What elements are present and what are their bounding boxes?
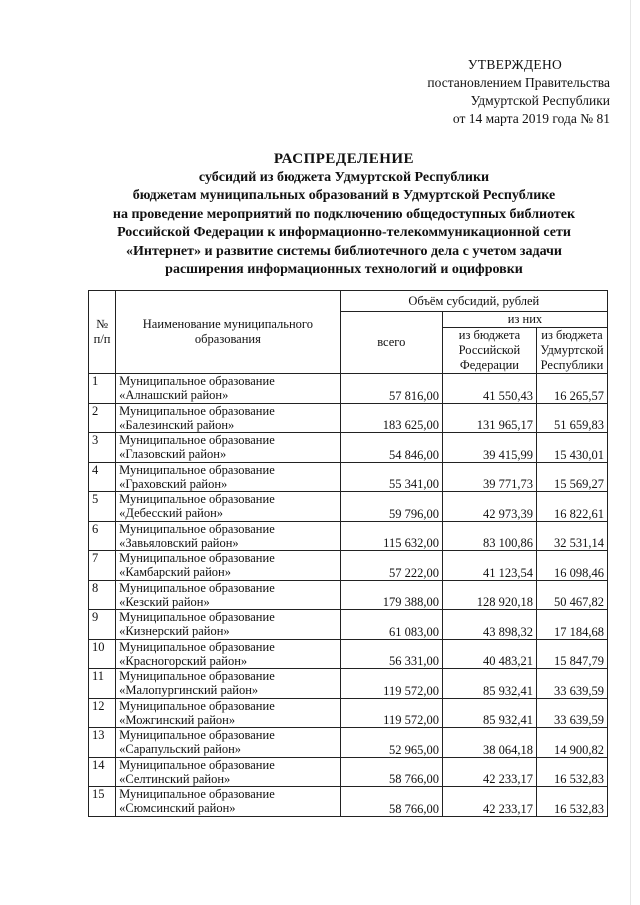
total-amount: 57 222,00 — [340, 551, 442, 581]
row-number: 4 — [89, 462, 116, 492]
table-row — [89, 757, 608, 787]
federal-amount: 41 123,54 — [442, 551, 536, 581]
header-total: всего — [340, 312, 442, 374]
municipality-name: «Сюмсинский район» — [119, 801, 236, 815]
municipality-type: Муниципальное образование — [119, 521, 275, 536]
total-amount: 59 796,00 — [340, 492, 442, 522]
heading-line: расширения информационных технологий и оцифровки — [165, 262, 523, 277]
regional-amount: 15 847,79 — [536, 639, 607, 669]
row-number: 2 — [89, 403, 116, 433]
table-row — [89, 580, 608, 610]
table-row — [89, 698, 608, 728]
table-row — [89, 433, 608, 463]
document-heading — [80, 150, 608, 280]
federal-amount: 83 100,86 — [442, 521, 536, 551]
total-amount: 57 816,00 — [340, 374, 442, 404]
federal-amount: 42 973,39 — [442, 492, 536, 522]
municipality-name-cell — [116, 433, 341, 463]
regional-amount: 16 098,46 — [536, 551, 607, 581]
municipality-name: «Можгинский район» — [119, 712, 236, 727]
municipality-name-cell — [116, 462, 341, 492]
header-name: Наименование муниципального образования — [116, 291, 341, 374]
approval-line-2: Удмуртской Республики — [470, 93, 610, 108]
municipality-name: «Алнашский район» — [119, 388, 229, 402]
total-amount: 61 083,00 — [340, 610, 442, 640]
municipality-name-cell — [116, 757, 341, 787]
row-number: 8 — [89, 580, 116, 610]
table-row — [89, 492, 608, 522]
municipality-name-cell — [116, 521, 341, 551]
federal-amount: 40 483,21 — [442, 639, 536, 669]
heading-line: субсидий из бюджета Удмуртской Республики — [198, 169, 490, 185]
row-number: 13 — [89, 728, 116, 758]
total-amount: 115 632,00 — [340, 521, 442, 551]
federal-amount: 128 920,18 — [442, 580, 536, 610]
regional-amount: 15 569,27 — [536, 462, 607, 492]
municipality-type: Муниципальное образование — [119, 492, 275, 506]
total-amount: 179 388,00 — [340, 580, 442, 610]
municipality-name-cell — [116, 610, 341, 640]
table-row — [89, 403, 608, 433]
row-number: 14 — [89, 757, 116, 787]
municipality-type: Муниципальное образование — [119, 787, 275, 801]
total-amount: 119 572,00 — [340, 698, 442, 728]
municipality-type: Муниципальное образование — [119, 728, 275, 742]
table-row — [89, 639, 608, 669]
federal-amount: 39 415,99 — [442, 433, 536, 463]
regional-amount: 16 265,57 — [536, 374, 607, 404]
approval-title: УТВЕРЖДЕНО — [467, 57, 563, 72]
table-row — [89, 462, 608, 492]
municipality-name-cell — [116, 374, 341, 404]
municipality-name: «Селтинский район» — [119, 771, 231, 786]
table-body — [89, 291, 608, 817]
municipality-type: Муниципальное образование — [119, 639, 275, 654]
regional-amount: 50 467,82 — [536, 580, 607, 610]
table-row — [89, 787, 608, 817]
table-row — [89, 521, 608, 551]
heading-line: бюджетам муниципальных образований в Удмуртской Республике — [132, 188, 556, 203]
municipality-name-cell — [116, 639, 341, 669]
federal-amount: 42 233,17 — [442, 787, 536, 817]
municipality-type: Муниципальное образование — [119, 462, 275, 477]
total-amount: 58 766,00 — [340, 757, 442, 787]
table-row — [89, 728, 608, 758]
regional-amount: 17 184,68 — [536, 610, 607, 640]
approval-line-1: постановлением Правительства — [427, 75, 610, 90]
total-amount: 52 965,00 — [340, 728, 442, 758]
row-number: 6 — [89, 521, 116, 551]
municipality-type: Муниципальное образование — [119, 610, 275, 624]
header-of-them: из них — [442, 312, 607, 328]
federal-amount: 39 771,73 — [442, 462, 536, 492]
approval-line-3: от 14 марта 2019 года № 81 — [452, 111, 610, 126]
total-amount: 119 572,00 — [340, 669, 442, 699]
municipality-name: «Завьяловский район» — [119, 535, 239, 550]
municipality-type: Муниципальное образование — [119, 403, 275, 418]
municipality-name: «Кизнерский район» — [119, 624, 230, 638]
municipality-name-cell — [116, 492, 341, 522]
page-edge-line — [630, 0, 631, 905]
heading-line: Российской Федерации к информационно-телекоммуникационной сети — [117, 225, 571, 240]
header-num: № п/п — [89, 291, 116, 374]
total-amount: 54 846,00 — [340, 433, 442, 463]
heading-line: на проведение мероприятий по подключению общедоступных библиотек — [112, 206, 576, 222]
row-number: 10 — [89, 639, 116, 669]
municipality-name-cell — [116, 698, 341, 728]
regional-amount: 33 639,59 — [536, 698, 607, 728]
municipality-name: «Сарапульский район» — [119, 742, 242, 756]
row-number: 3 — [89, 433, 116, 463]
federal-amount: 85 932,41 — [442, 698, 536, 728]
municipality-type: Муниципальное образование — [119, 374, 275, 388]
municipality-type: Муниципальное образование — [119, 433, 275, 447]
header-rf: из бюджета Российской Федерации — [442, 328, 536, 374]
row-number: 7 — [89, 551, 116, 581]
federal-amount: 43 898,32 — [442, 610, 536, 640]
municipality-name-cell — [116, 551, 341, 581]
municipality-name: «Балезинский район» — [119, 417, 235, 432]
municipality-name-cell — [116, 580, 341, 610]
subsidy-table — [88, 290, 608, 817]
municipality-name: «Граховский район» — [119, 476, 228, 491]
total-amount: 55 341,00 — [340, 462, 442, 492]
table-row — [89, 669, 608, 699]
municipality-name-cell — [116, 728, 341, 758]
regional-amount: 14 900,82 — [536, 728, 607, 758]
municipality-name-cell — [116, 403, 341, 433]
regional-amount: 16 822,61 — [536, 492, 607, 522]
total-amount: 56 331,00 — [340, 639, 442, 669]
row-number: 1 — [89, 374, 116, 404]
regional-amount: 16 532,83 — [536, 757, 607, 787]
header-ur: из бюджета Удмуртской Республики — [536, 328, 607, 374]
table-row — [89, 610, 608, 640]
municipality-name: «Малопургинский район» — [119, 683, 259, 697]
row-number: 9 — [89, 610, 116, 640]
row-number: 12 — [89, 698, 116, 728]
approval-block — [380, 56, 610, 128]
municipality-name: «Дебесский район» — [119, 506, 224, 520]
federal-amount: 42 233,17 — [442, 757, 536, 787]
row-number: 11 — [89, 669, 116, 699]
municipality-name: «Красногорский район» — [119, 653, 248, 668]
regional-amount: 16 532,83 — [536, 787, 607, 817]
regional-amount: 33 639,59 — [536, 669, 607, 699]
federal-amount: 38 064,18 — [442, 728, 536, 758]
federal-amount: 41 550,43 — [442, 374, 536, 404]
regional-amount: 32 531,14 — [536, 521, 607, 551]
municipality-type: Муниципальное образование — [119, 580, 275, 595]
municipality-type: Муниципальное образование — [119, 551, 275, 565]
table-row — [89, 551, 608, 581]
table-row — [89, 374, 608, 404]
municipality-name: «Кезский район» — [119, 594, 210, 609]
total-amount: 58 766,00 — [340, 787, 442, 817]
regional-amount: 15 430,01 — [536, 433, 607, 463]
municipality-name-cell — [116, 669, 341, 699]
municipality-name: «Глазовский район» — [119, 447, 227, 461]
heading-line: «Интернет» и развитие системы библиотечного дела с учетом задачи — [125, 243, 563, 259]
municipality-type: Муниципальное образование — [119, 757, 275, 772]
regional-amount: 51 659,83 — [536, 403, 607, 433]
row-number: 15 — [89, 787, 116, 817]
header-row — [89, 291, 608, 312]
federal-amount: 131 965,17 — [442, 403, 536, 433]
municipality-name-cell — [116, 787, 341, 817]
header-volume: Объём субсидий, рублей — [340, 291, 607, 312]
municipality-name: «Камбарский район» — [119, 565, 231, 579]
municipality-type: Муниципальное образование — [119, 669, 275, 683]
total-amount: 183 625,00 — [340, 403, 442, 433]
federal-amount: 85 932,41 — [442, 669, 536, 699]
row-number: 5 — [89, 492, 116, 522]
municipality-type: Муниципальное образование — [119, 698, 275, 713]
heading-title: РАСПРЕДЕЛЕНИЕ — [273, 151, 415, 167]
